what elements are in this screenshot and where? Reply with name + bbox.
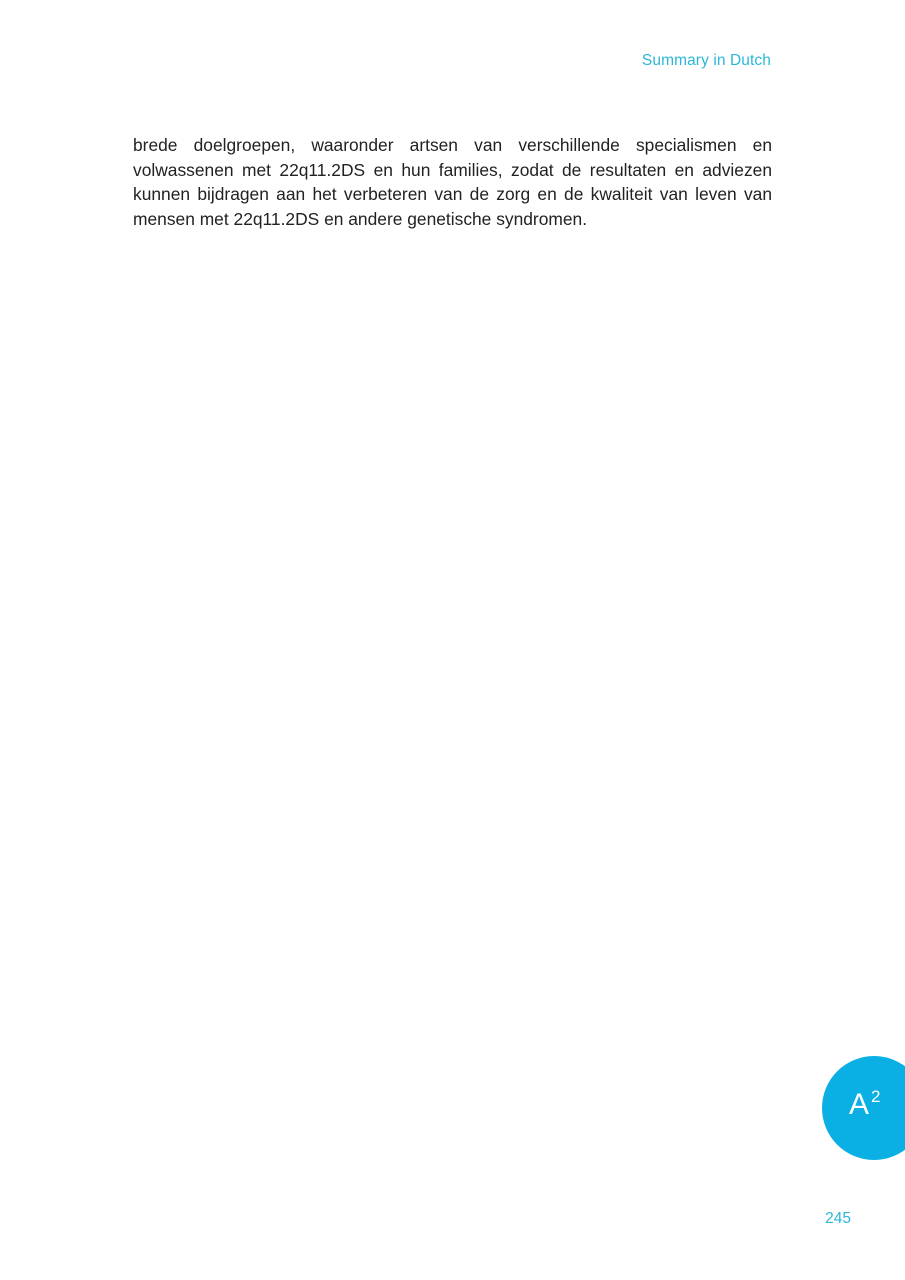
appendix-tab-letter: A — [849, 1088, 870, 1121]
body-paragraph: brede doelgroepen, waaronder artsen van verschillende specialismen en volwassenen met 22q11.2DS en hun families, zodat de resultaten en adviezen kunnen bijdragen aan het verbeteren van de zorg en de kwaliteit van leven van mensen met 22q11.2DS en andere genetische syndromen. — [133, 135, 772, 229]
running-header: Summary in Dutch — [641, 52, 771, 69]
page-number: 245 — [825, 1210, 851, 1227]
appendix-tab-badge — [822, 1056, 905, 1160]
appendix-tab-superscript: 2 — [871, 1087, 881, 1106]
